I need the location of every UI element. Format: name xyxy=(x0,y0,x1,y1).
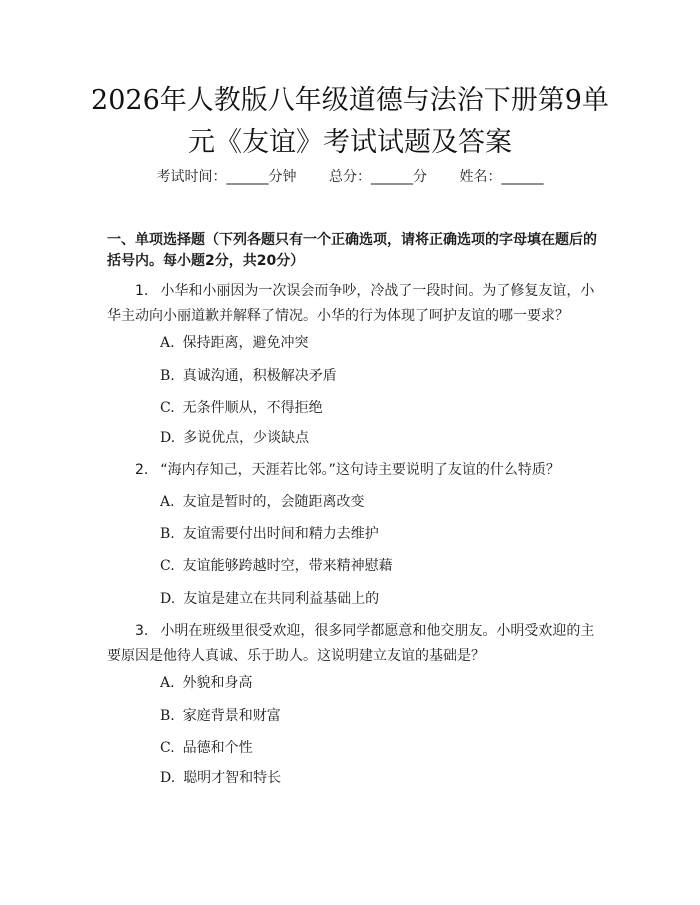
option-letter: A. xyxy=(160,494,175,510)
question-3-option-c xyxy=(160,738,253,758)
option-letter: A. xyxy=(160,675,175,691)
option-text: 品德和个性 xyxy=(182,740,253,756)
option-text: 外貌和身高 xyxy=(182,675,253,691)
question-1-option-a xyxy=(160,333,309,353)
question-2-option-d xyxy=(160,589,379,609)
question-number: 2. xyxy=(135,462,149,478)
option-letter: C. xyxy=(160,740,175,756)
question-number: 3. xyxy=(135,623,149,639)
option-text: 友谊是暂时的，会随距离改变 xyxy=(182,494,365,510)
option-text: 聪明才智和特长 xyxy=(183,770,282,786)
option-letter: C. xyxy=(160,558,175,574)
question-1-option-d xyxy=(160,428,309,448)
option-text: 保持距离，避免冲突 xyxy=(182,335,309,351)
option-text: 家庭背景和财富 xyxy=(182,708,281,724)
exam-meta xyxy=(0,166,700,186)
option-letter: B. xyxy=(160,368,175,384)
question-3-option-d xyxy=(160,768,281,788)
question-text: “海内存知己，天涯若比邻。”这句诗主要说明了友谊的什么特质？ xyxy=(160,462,560,478)
question-1-option-b xyxy=(160,366,337,386)
option-text: 真诚沟通，积极解决矛盾 xyxy=(182,368,337,384)
question-2-option-b xyxy=(160,524,379,544)
option-letter: B. xyxy=(160,526,175,542)
question-3-option-b xyxy=(160,706,281,726)
option-text: 无条件顺从，不得拒绝 xyxy=(182,400,323,416)
option-text: 友谊是建立在共同利益基础上的 xyxy=(183,591,380,607)
total-score-label: 总分：______分 xyxy=(329,169,427,185)
question-3-option-a xyxy=(160,673,253,693)
exam-time-label: 考试时间：______分钟 xyxy=(156,169,297,185)
document-title: 2026年人教版八年级道德与法治下册第9单元《友谊》考试试题及答案 xyxy=(91,85,609,158)
question-2-option-c xyxy=(160,556,393,576)
question-1-option-c xyxy=(160,398,323,418)
option-letter: D. xyxy=(160,770,176,786)
option-text: 多说优点，少谈缺点 xyxy=(183,430,310,446)
option-letter: D. xyxy=(160,591,176,607)
option-text: 友谊需要付出时间和精力去维护 xyxy=(182,526,379,542)
student-name-label: 姓名：______ xyxy=(459,169,544,185)
question-3 xyxy=(107,619,602,669)
question-text: 小明在班级里很受欢迎，很多同学都愿意和他交朋友。小明受欢迎的主要原因是他待人真诚、乐于助人。这说明建立友谊的基础是？ xyxy=(107,623,595,664)
question-text: 小华和小丽因为一次误会而争吵，冷战了一段时间。为了修复友谊，小华主动向小丽道歉并解释了情况。小华的行为体现了呵护友谊的哪一要求？ xyxy=(107,283,595,324)
option-letter: C. xyxy=(160,400,175,416)
question-2-option-a xyxy=(160,492,365,512)
section-heading: 一、单项选择题（下列各题只有一个正确选项，请将正确选项的字母填在题后的括号内。每小题2分，共20分） xyxy=(107,232,597,269)
option-text: 友谊能够跨越时空，带来精神慰藉 xyxy=(182,558,393,574)
question-1 xyxy=(107,279,602,329)
question-number: 1. xyxy=(135,283,149,299)
option-letter: A. xyxy=(160,335,175,351)
question-2 xyxy=(107,458,602,483)
option-letter: D. xyxy=(160,430,176,446)
option-letter: B. xyxy=(160,708,175,724)
